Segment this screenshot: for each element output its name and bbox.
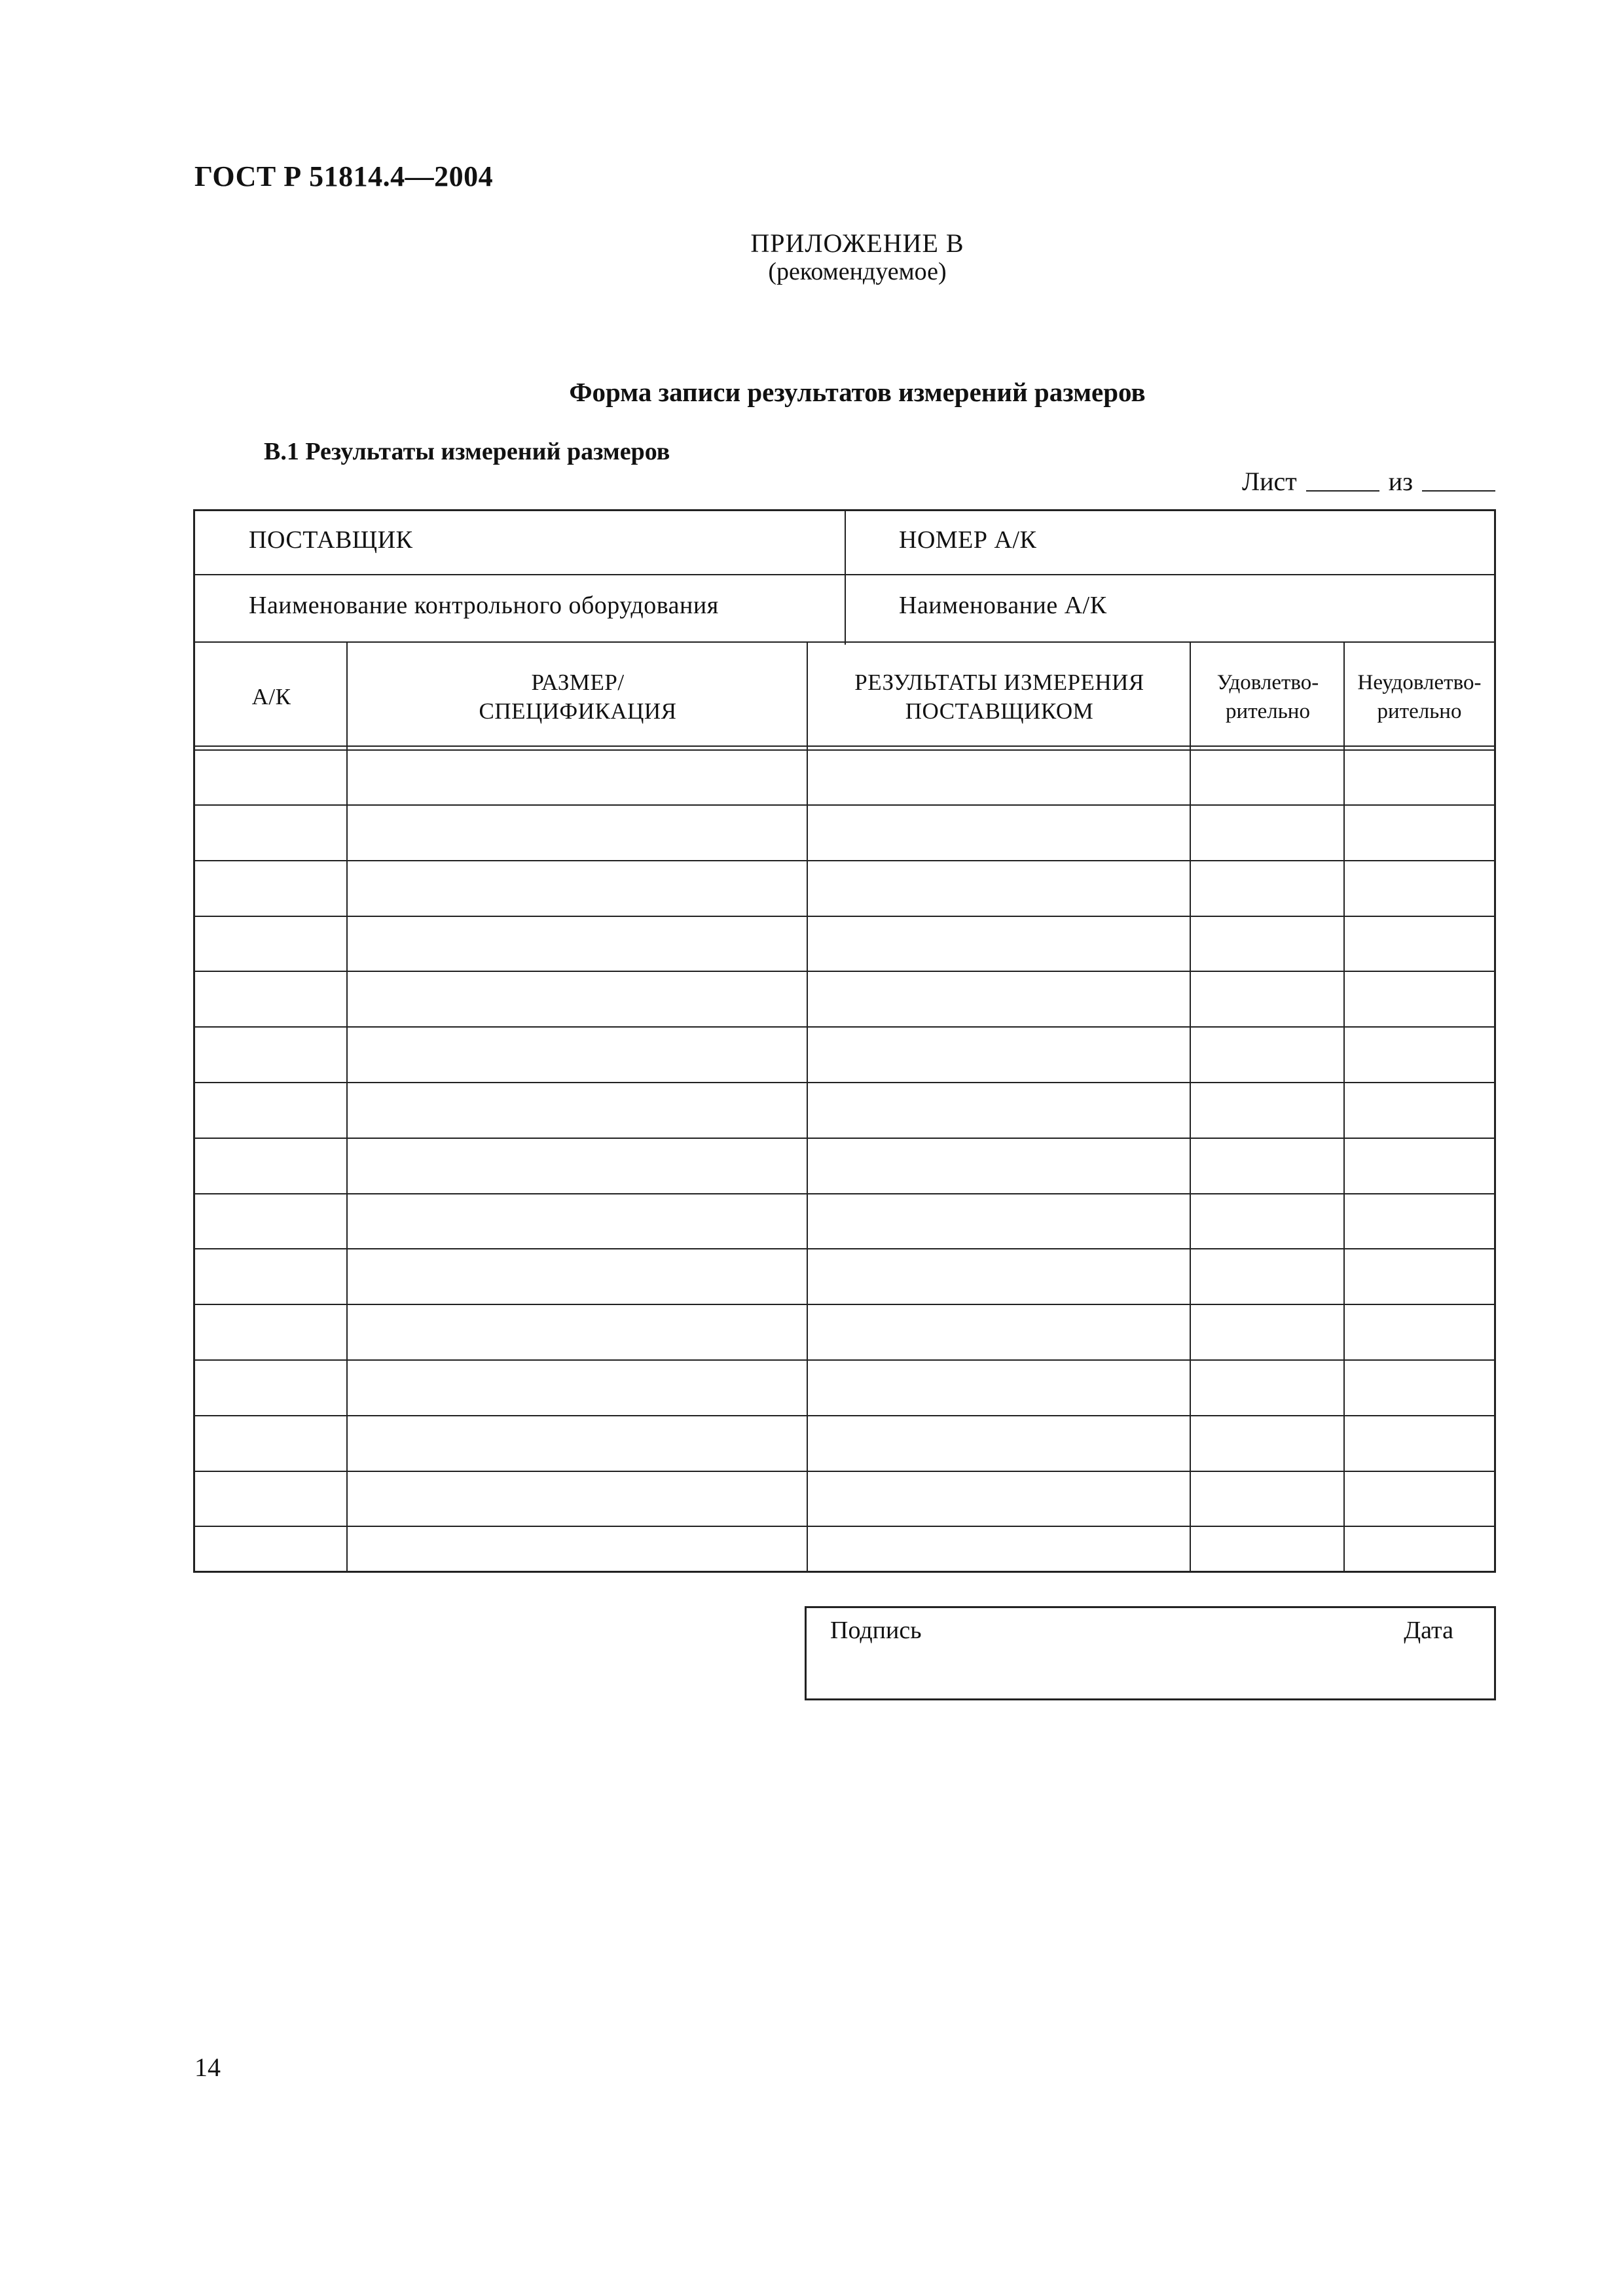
page-number: 14 xyxy=(194,2053,221,2082)
table-row[interactable] xyxy=(195,862,1494,917)
form-title: Форма записи результатов измерений размеров xyxy=(569,377,1146,407)
section-title: В.1 Результаты измерений размеров xyxy=(264,438,670,465)
info-divider xyxy=(845,511,846,645)
sheet-number-blank[interactable] xyxy=(1306,488,1379,492)
sheet-counter xyxy=(1242,466,1495,497)
col-header-size-line2: СПЕЦИФИКАЦИЯ xyxy=(479,698,677,724)
header-bottom-border-1 xyxy=(195,745,1494,747)
date-label: Дата xyxy=(1404,1617,1453,1644)
ak-name-label[interactable]: Наименование А/К xyxy=(899,592,1107,619)
table-row[interactable] xyxy=(195,1250,1494,1305)
col-header-satisfactory xyxy=(1191,668,1345,726)
col-header-size-line1: РАЗМЕР/ xyxy=(531,670,625,695)
table-row[interactable] xyxy=(195,751,1494,806)
info-row-divider xyxy=(195,574,1494,575)
signature-box[interactable] xyxy=(805,1606,1496,1700)
sheet-total-blank[interactable] xyxy=(1422,488,1495,492)
signature-label: Подпись xyxy=(830,1617,922,1644)
header-top-border xyxy=(195,641,1494,643)
table-row[interactable] xyxy=(195,1028,1494,1083)
table-row[interactable] xyxy=(195,917,1494,972)
col-header-unsatisfactory-line2: рительно xyxy=(1377,700,1462,723)
table-row[interactable] xyxy=(195,1417,1494,1472)
col-header-ak: А/К xyxy=(251,684,291,709)
table-row[interactable] xyxy=(195,806,1494,861)
appendix-subtitle: (рекомендуемое) xyxy=(768,258,947,285)
table-row[interactable] xyxy=(195,1194,1494,1249)
supplier-label[interactable]: ПОСТАВЩИК xyxy=(249,526,413,554)
col-header-satisfactory-line1: Удовлетво- xyxy=(1216,671,1319,694)
table-row[interactable] xyxy=(195,1361,1494,1416)
appendix-title: ПРИЛОЖЕНИЕ В xyxy=(750,228,964,258)
ak-number-label[interactable]: НОМЕР А/К xyxy=(899,526,1037,554)
table-row[interactable] xyxy=(195,973,1494,1028)
col-header-results-line2: ПОСТАВЩИКОМ xyxy=(905,698,1094,724)
sheet-of-label: из xyxy=(1388,467,1413,496)
col-header-unsatisfactory-line1: Неудовлетво- xyxy=(1357,671,1482,694)
table-row[interactable] xyxy=(195,1306,1494,1361)
col-header-unsatisfactory xyxy=(1345,668,1494,726)
table-row[interactable] xyxy=(195,1139,1494,1194)
col-header-satisfactory-line2: рительно xyxy=(1226,700,1310,723)
table-row[interactable] xyxy=(195,1472,1494,1527)
measurement-table xyxy=(193,509,1496,1573)
document-code: ГОСТ Р 51814.4—2004 xyxy=(194,160,494,192)
table-row[interactable] xyxy=(195,1528,1494,1583)
sheet-label: Лист xyxy=(1242,467,1297,496)
equipment-name-label[interactable]: Наименование контрольного оборудования xyxy=(249,592,719,619)
table-row[interactable] xyxy=(195,1084,1494,1139)
col-header-results xyxy=(808,668,1191,726)
col-header-size xyxy=(348,668,808,726)
col-header-results-line1: РЕЗУЛЬТАТЫ ИЗМЕРЕНИЯ xyxy=(854,670,1144,695)
